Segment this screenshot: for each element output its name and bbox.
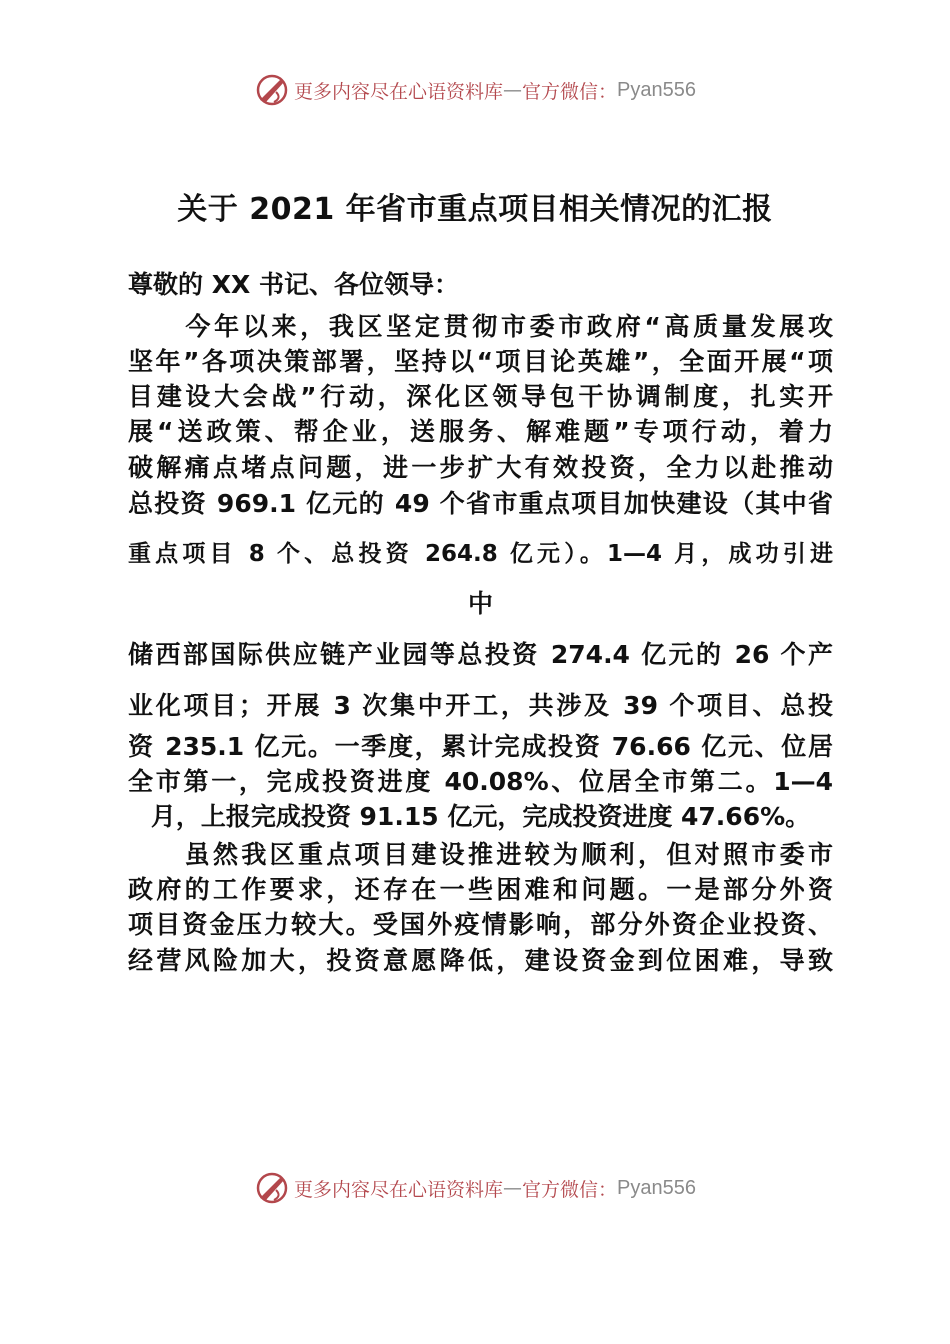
paragraph-line: 月，上报完成投资 91.15 亿元，完成投资进度 47.66%。 <box>150 802 811 831</box>
watermark-header <box>0 72 950 108</box>
paragraph-line: 今年以来，我区坚定贯彻市委市政府“高质量发展攻 <box>128 312 833 341</box>
watermark-text: 更多内容尽在心语资料库 <box>294 80 504 103</box>
brush-logo-icon <box>254 72 290 108</box>
paragraph-line: 总投资 969.1 亿元的 49 个省市重点项目加快建设（其中省 <box>128 489 833 518</box>
document-title: 关于 2021 年省市重点项目相关情况的汇报 <box>177 192 773 227</box>
watermark-separator: — <box>503 1177 523 1199</box>
paragraph-line: 重点项目 8 个、总投资 264.8 亿元）。1—4 月，成功引进 <box>128 541 833 567</box>
paragraph-line: 政府的工作要求，还存在一些困难和问题。一是部分外资 <box>128 875 833 904</box>
paragraph-line: 虽然我区重点项目建设推进较为顺利，但对照市委市 <box>128 840 833 869</box>
paragraph-line: 业化项目；开展 3 次集中开工，共涉及 39 个项目、总投 <box>128 691 833 720</box>
paragraph-line: 经营风险加大，投资意愿降低，建设资金到位困难，导致 <box>128 946 833 975</box>
paragraph-line: 中 <box>467 589 493 618</box>
watermark-official: 官方微信： <box>522 80 618 103</box>
paragraph-line: 储西部国际供应链产业园等总投资 274.4 亿元的 26 个产 <box>128 640 833 669</box>
paragraph-line: 展“送政策、帮企业，送服务、解难题”专项行动，着力 <box>128 417 833 446</box>
paragraph-line: 破解痛点堵点问题，进一步扩大有效投资，全力以赴推动 <box>128 453 833 482</box>
paragraph-line: 资 235.1 亿元。一季度，累计完成投资 76.66 亿元、位居 <box>128 732 833 761</box>
watermark-separator: — <box>503 79 523 101</box>
watermark-wechat-id: Pyan556 <box>617 78 696 101</box>
paragraph-line: 项目资金压力较大。受国外疫情影响，部分外资企业投资、 <box>128 910 833 939</box>
paragraph-line: 目建设大会战”行动，深化区领导包干协调制度，扎实开 <box>128 382 833 411</box>
paragraph-line: 全市第一，完成投资进度 40.08%、位居全市第二。1—4 <box>128 767 833 796</box>
watermark-wechat-id: Pyan556 <box>617 1176 696 1199</box>
paragraph-line: 坚年”各项决策部署，坚持以“项目论英雄”，全面开展“项 <box>128 347 833 376</box>
watermark-text: 更多内容尽在心语资料库 <box>294 1178 504 1201</box>
brush-logo-icon <box>254 1170 290 1206</box>
watermark-footer <box>0 1170 950 1206</box>
watermark-official: 官方微信： <box>522 1178 618 1201</box>
greeting: 尊敬的 XX 书记、各位领导： <box>128 270 459 299</box>
